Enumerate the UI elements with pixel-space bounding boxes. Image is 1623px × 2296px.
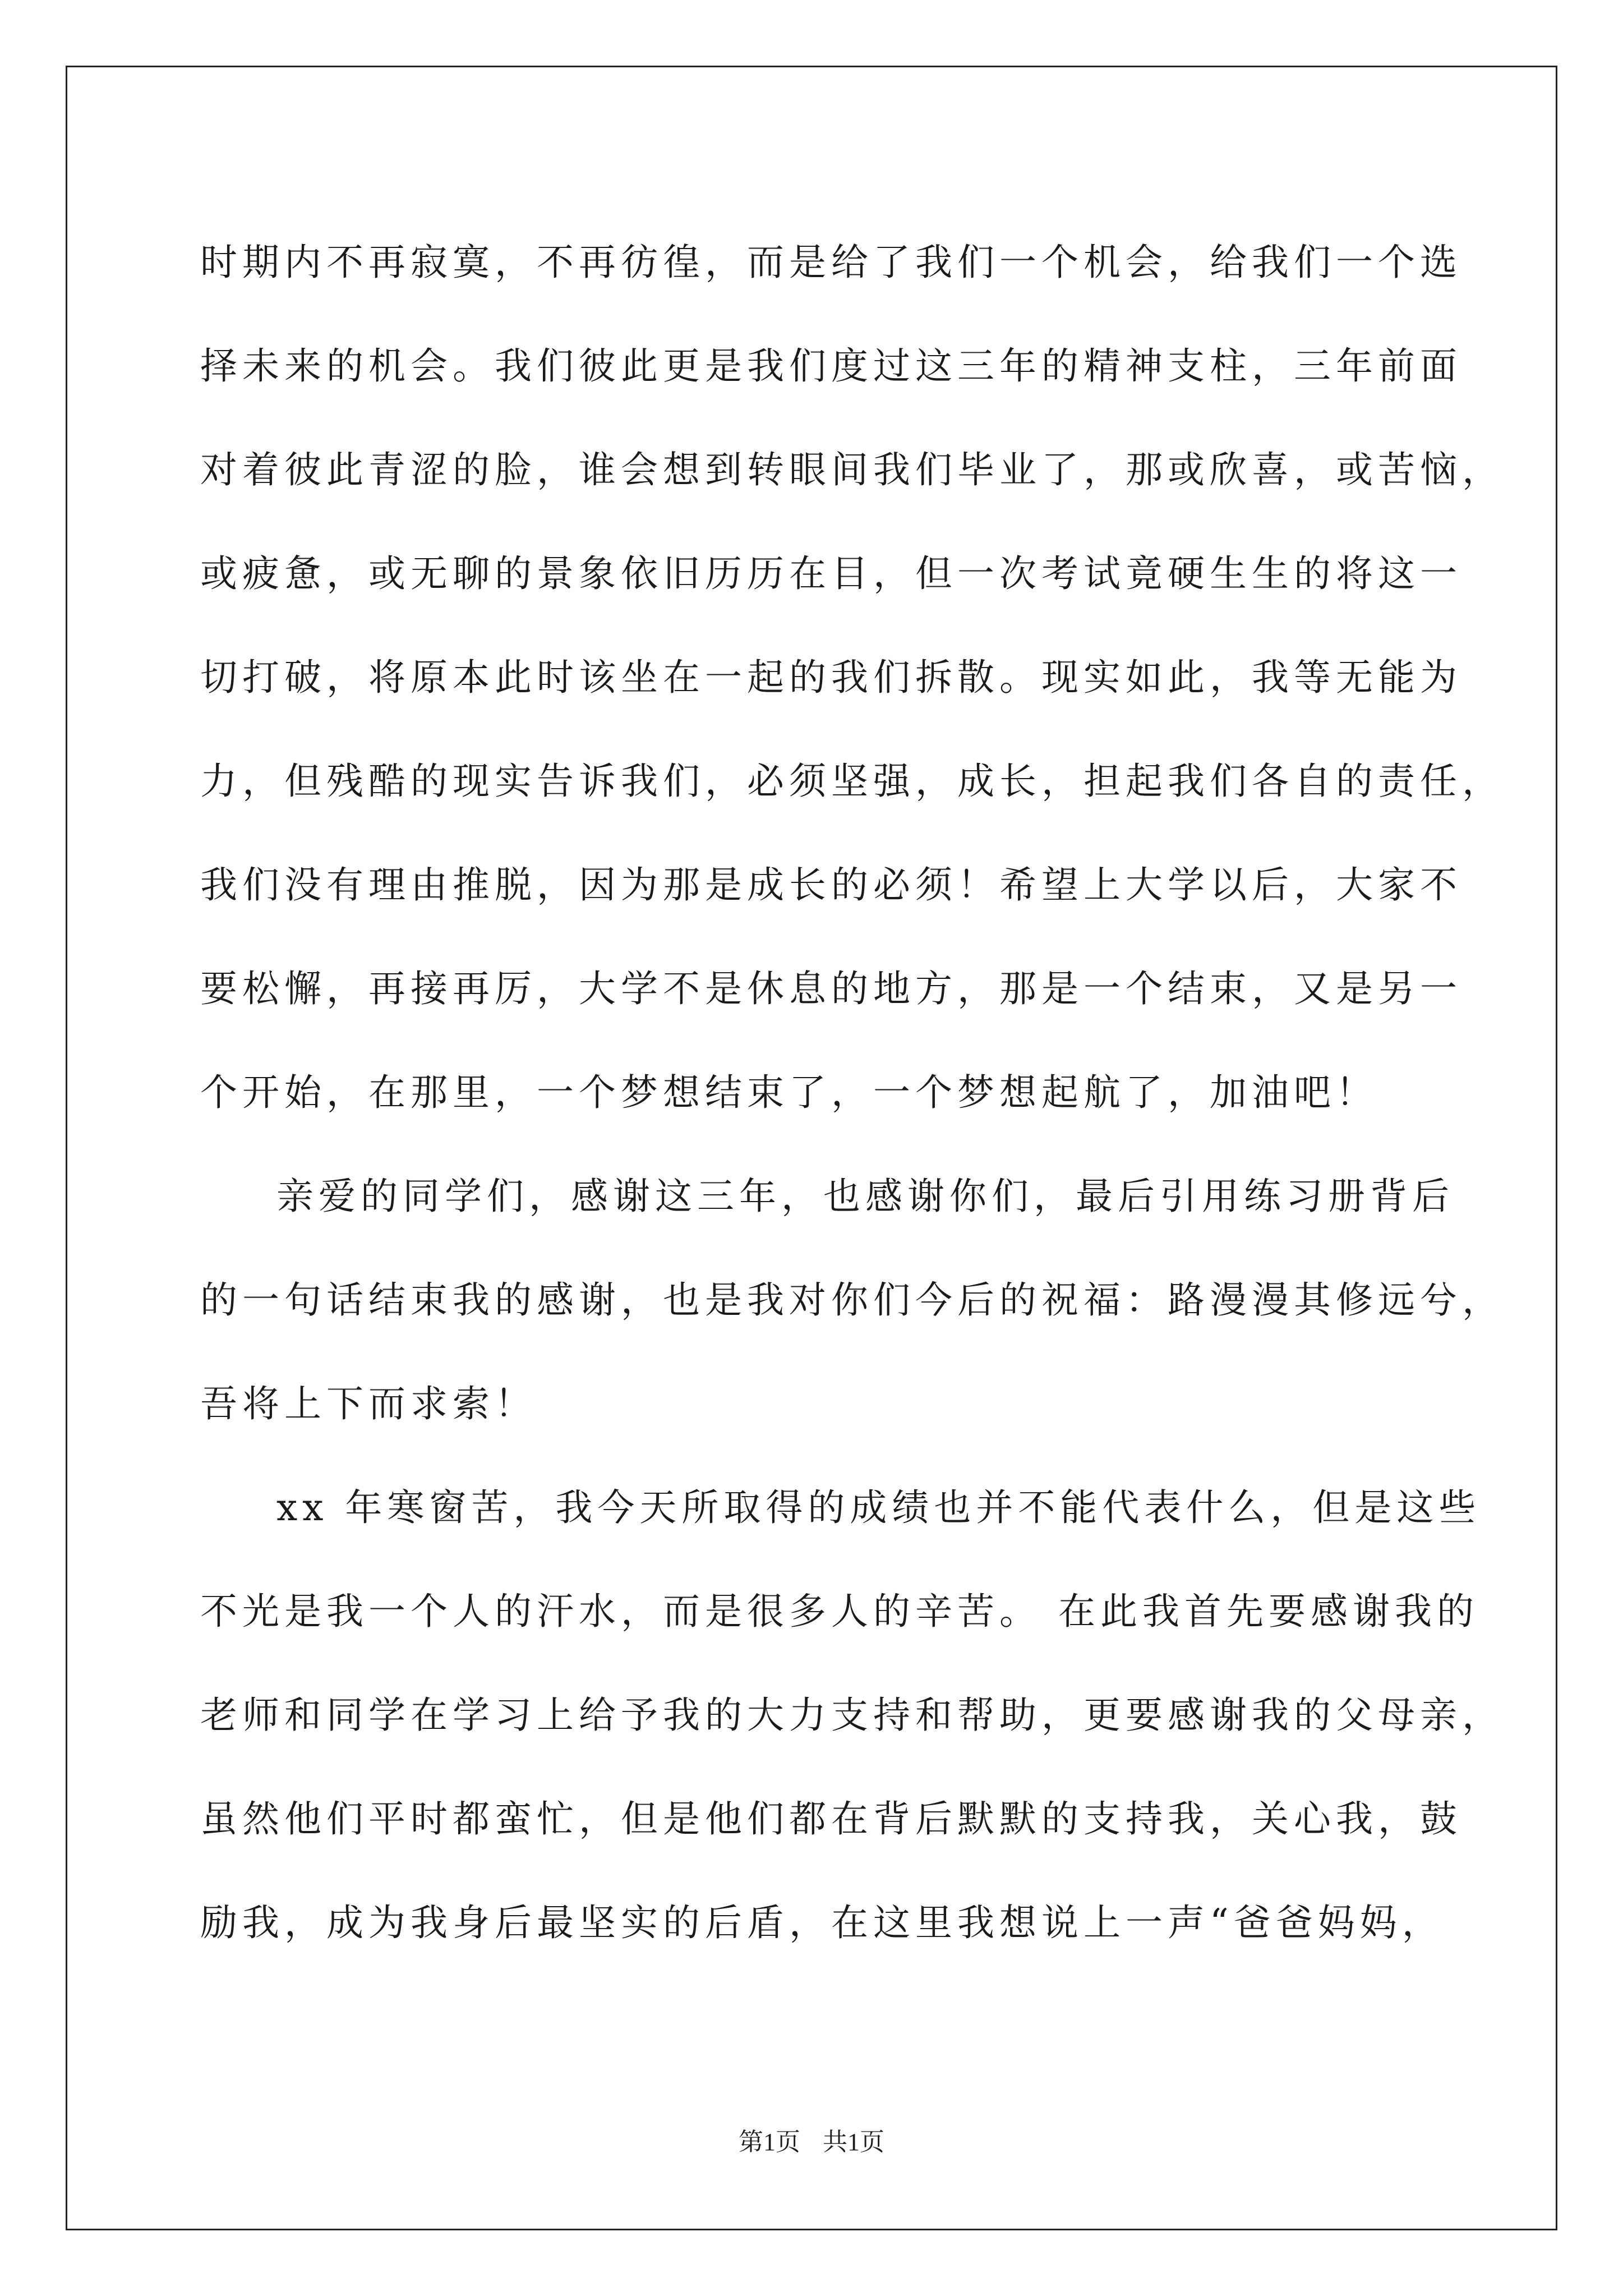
- text-line: 或疲惫，或无聊的景象依旧历历在目，但一次考试竟硬生生的将这一: [200, 552, 1462, 595]
- text-line: 时期内不再寂寞，不再彷徨，而是给了我们一个机会，给我们一个选: [200, 241, 1462, 284]
- text-line: 力，但残酷的现实告诉我们，必须坚强，成长，担起我们各自的责任，: [200, 760, 1504, 803]
- text-line: 不光是我一个人的汗水，而是很多人的辛苦。 在此我首先要感谢我的: [200, 1590, 1479, 1633]
- text-line: 吾将上下而求索！: [200, 1382, 537, 1425]
- text-line: 励我，成为我身后最坚实的后盾，在这里我想说上一声“爸爸妈妈，: [200, 1901, 1444, 1944]
- text-line: 虽然他们平时都蛮忙，但是他们都在背后默默的支持我，关心我，鼓: [200, 1797, 1462, 1841]
- text-line: 我们没有理由推脱，因为那是成长的必须！希望上大学以后，大家不: [200, 863, 1462, 907]
- text-line: 的一句话结束我的感谢，也是我对你们今后的祝福：路漫漫其修远兮，: [200, 1278, 1504, 1322]
- page-footer: [0, 2122, 1623, 2157]
- text-line: 切打破，将原本此时该坐在一起的我们拆散。现实如此，我等无能为: [200, 656, 1462, 699]
- document-body: [200, 210, 1504, 1975]
- paragraph-start-line: xx 年寒窗苦，我今天所取得的成绩也并不能代表什么，但是这些: [276, 1486, 1481, 1529]
- text-line: 要松懈，再接再厉，大学不是休息的地方，那是一个结束，又是另一: [200, 967, 1462, 1010]
- page-number-current: 第1页: [739, 2128, 800, 2156]
- text-line: 个开始，在那里，一个梦想结束了，一个梦想起航了，加油吧！: [200, 1071, 1378, 1114]
- page-number-total: 共1页: [823, 2128, 884, 2156]
- text-line: 对着彼此青涩的脸，谁会想到转眼间我们毕业了，那或欣喜，或苦恼，: [200, 448, 1504, 491]
- paragraph-start-line: 亲爱的同学们，感谢这三年，也感谢你们，最后引用练习册背后: [276, 1175, 1454, 1218]
- text-line: 择未来的机会。我们彼此更是我们度过这三年的精神支柱，三年前面: [200, 344, 1462, 388]
- text-line: 老师和同学在学习上给予我的大力支持和帮助，更要感谢我的父母亲，: [200, 1694, 1504, 1737]
